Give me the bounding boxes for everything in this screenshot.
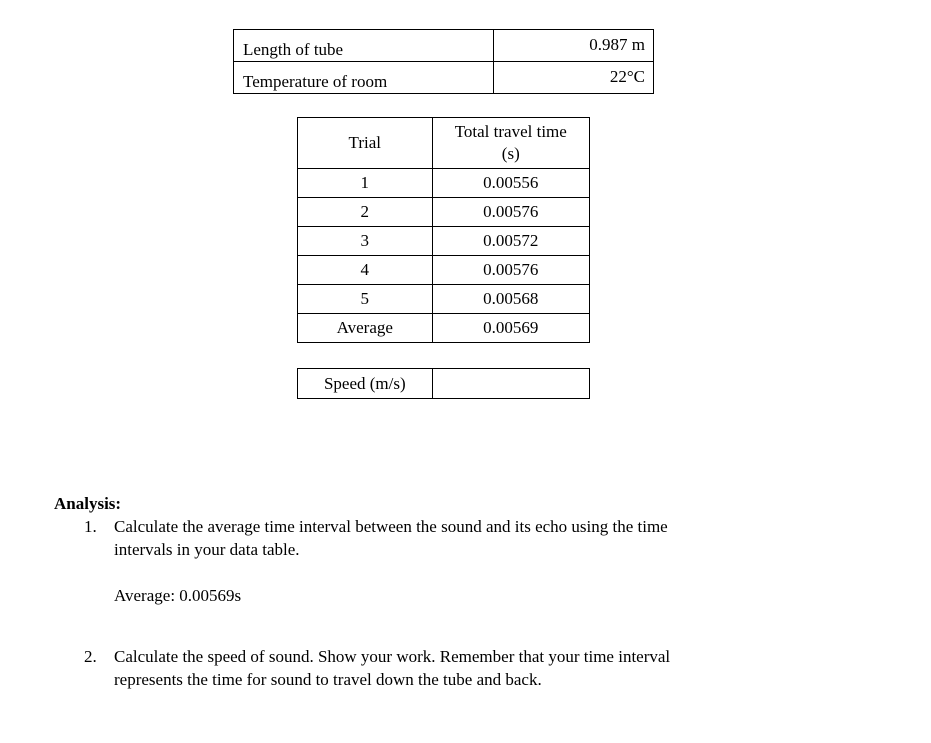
average-label: Average	[298, 314, 433, 343]
table-row	[234, 62, 654, 94]
room-temperature-label: Temperature of room	[234, 62, 494, 94]
analysis-section	[54, 493, 914, 691]
table-row	[298, 169, 590, 198]
time-header-line1: Total travel time	[454, 122, 567, 141]
trial-number: 1	[298, 169, 433, 198]
question-text-line1: Calculate the average time interval between the sound and its echo using the time	[114, 517, 668, 536]
question-number: 1.	[84, 517, 97, 536]
table-header-row	[298, 118, 590, 169]
speed-label: Speed (m/s)	[298, 369, 433, 399]
trial-number: 3	[298, 227, 433, 256]
average-time: 0.00569	[432, 314, 589, 343]
average-row	[298, 314, 590, 343]
table-row	[298, 285, 590, 314]
table-row	[298, 227, 590, 256]
analysis-heading: Analysis:	[54, 494, 122, 513]
question-text-line1: Calculate the speed of sound. Show your work. Remember that your time interval	[114, 647, 671, 666]
room-temperature-value: 22°C	[494, 62, 654, 94]
tube-length-value: 0.987 m	[494, 30, 654, 62]
question-2	[54, 645, 914, 691]
trial-time: 0.00572	[432, 227, 589, 256]
question-text-line2: represents the time for sound to travel down the tube and back.	[114, 670, 542, 689]
question-1	[54, 515, 914, 561]
time-header-unit: (s)	[501, 144, 520, 163]
question-text-line2: intervals in your data table.	[114, 540, 300, 559]
tube-length-label: Length of tube	[234, 30, 494, 62]
trial-number: 2	[298, 198, 433, 227]
speed-value-cell[interactable]	[432, 369, 589, 399]
question-number: 2.	[84, 647, 97, 666]
table-row	[298, 198, 590, 227]
trial-time: 0.00556	[432, 169, 589, 198]
answer-1: Average: 0.00569s	[114, 586, 242, 605]
trial-number: 5	[298, 285, 433, 314]
trial-column-header: Trial	[298, 118, 433, 169]
trial-time: 0.00568	[432, 285, 589, 314]
speed-table	[297, 368, 590, 399]
table-row	[298, 256, 590, 285]
table-row	[234, 30, 654, 62]
trial-number: 4	[298, 256, 433, 285]
time-column-header	[432, 118, 589, 169]
trial-time: 0.00576	[432, 198, 589, 227]
trial-time: 0.00576	[432, 256, 589, 285]
trial-data-table	[297, 117, 590, 343]
tube-info-table	[233, 29, 654, 94]
table-row	[298, 369, 590, 399]
